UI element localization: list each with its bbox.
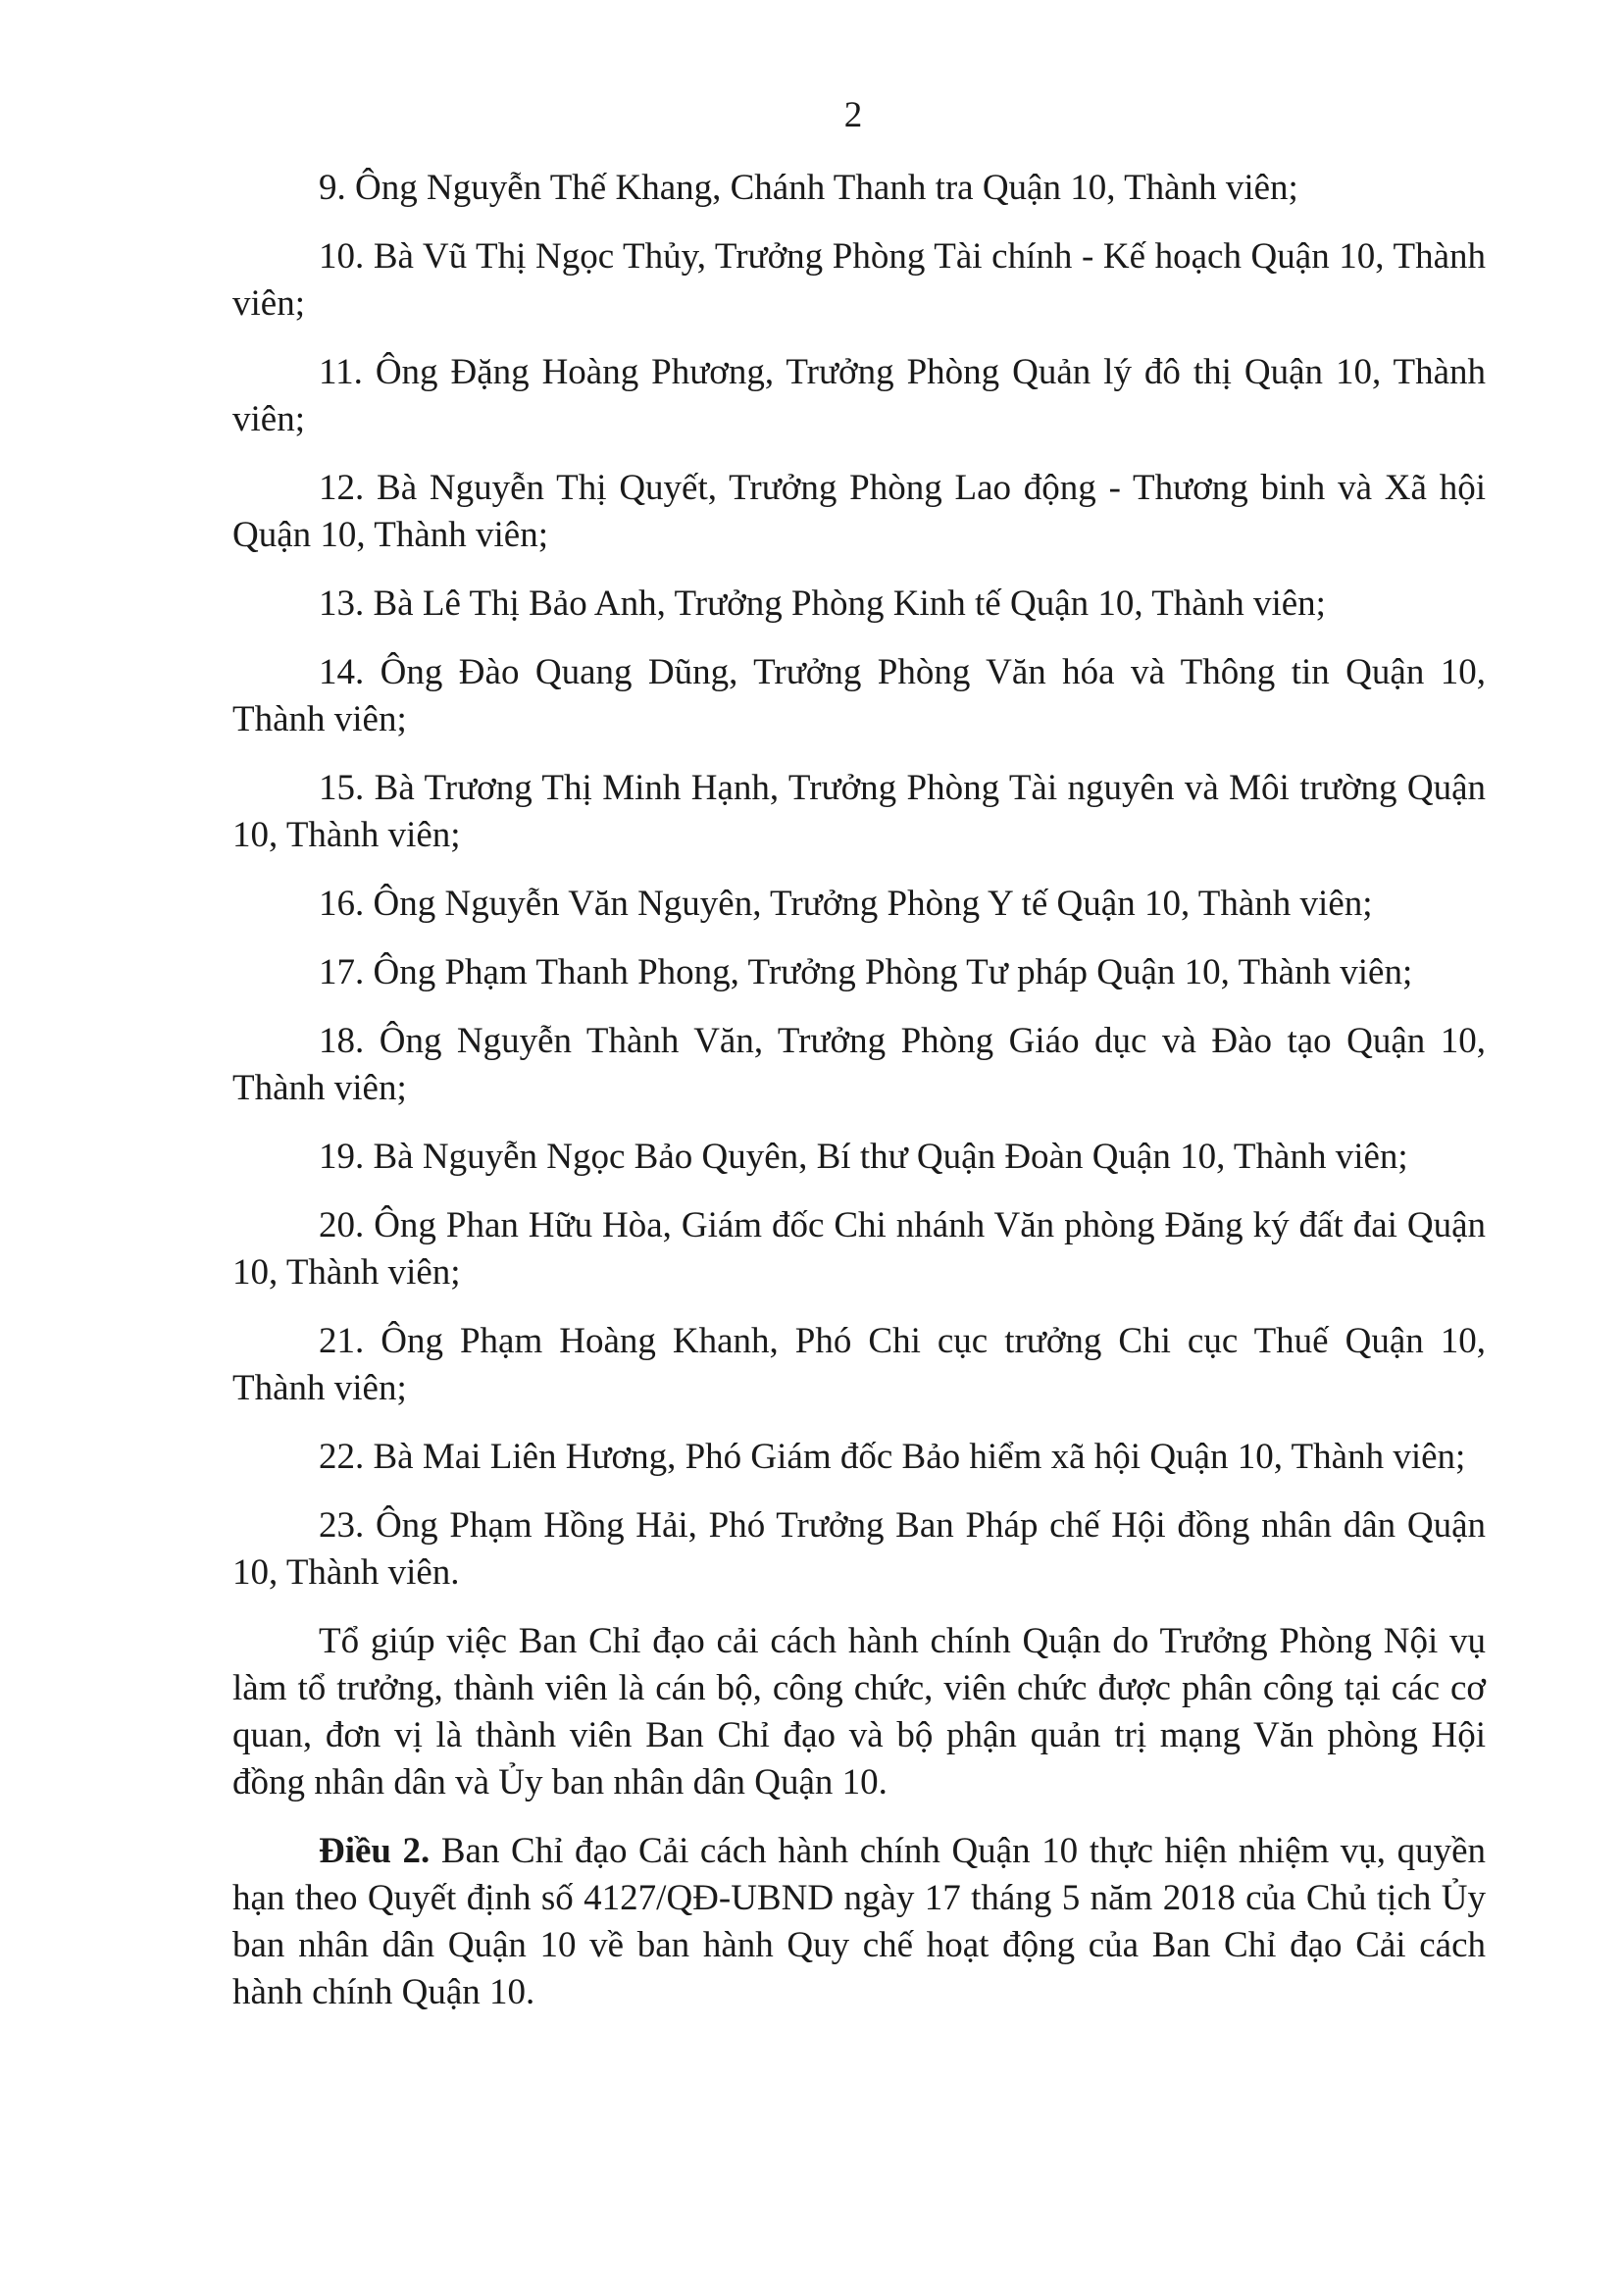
- support-team-paragraph: Tổ giúp việc Ban Chỉ đạo cải cách hành chính Quận do Trưởng Phòng Nội vụ làm tổ trưởng, thành viên là cán bộ, công chức, viên chức được phân công tại các cơ quan, đơn vị là thành viên Ban Chỉ đạo và bộ phận quản trị mạng Văn phòng Hội đồng nhân dân và Ủy ban nhân dân Quận 10.: [232, 1621, 1486, 1802]
- member-item-16: 16. Ông Nguyễn Văn Nguyên, Trưởng Phòng Y tế Quận 10, Thành viên;: [319, 884, 1373, 924]
- document-body: [232, 165, 1486, 2038]
- article-2-paragraph: [232, 1828, 1486, 2016]
- member-item-10: 10. Bà Vũ Thị Ngọc Thủy, Trưởng Phòng Tài chính - Kế hoạch Quận 10, Thành viên;: [232, 236, 1486, 324]
- member-item-12: 12. Bà Nguyễn Thị Quyết, Trưởng Phòng Lao động - Thương binh và Xã hội Quận 10, Thành viên;: [232, 468, 1486, 555]
- member-item-23: 23. Ông Phạm Hồng Hải, Phó Trưởng Ban Pháp chế Hội đồng nhân dân Quận 10, Thành viên.: [232, 1505, 1486, 1593]
- member-item-22: 22. Bà Mai Liên Hương, Phó Giám đốc Bảo hiểm xã hội Quận 10, Thành viên;: [319, 1437, 1466, 1477]
- member-item-20: 20. Ông Phan Hữu Hòa, Giám đốc Chi nhánh Văn phòng Đăng ký đất đai Quận 10, Thành viên;: [232, 1205, 1486, 1293]
- article-2-text: Ban Chỉ đạo Cải cách hành chính Quận 10 thực hiện nhiệm vụ, quyền hạn theo Quyết định số 4127/QĐ-UBND ngày 17 tháng 5 năm 2018 của Chủ tịch Ủy ban nhân dân Quận 10 về ban hành Quy chế hoạt động của Ban Chỉ đạo Cải cách hành chính Quận 10.: [232, 1831, 1487, 2012]
- member-item-14: 14. Ông Đào Quang Dũng, Trưởng Phòng Văn hóa và Thông tin Quận 10, Thành viên;: [232, 652, 1486, 739]
- member-item-9: 9. Ông Nguyễn Thế Khang, Chánh Thanh tra Quận 10, Thành viên;: [319, 168, 1298, 208]
- member-item-18: 18. Ông Nguyễn Thành Văn, Trưởng Phòng Giáo dục và Đào tạo Quận 10, Thành viên;: [232, 1021, 1486, 1108]
- page-number: 2: [843, 95, 863, 135]
- member-item-17: 17. Ông Phạm Thanh Phong, Trưởng Phòng Tư pháp Quận 10, Thành viên;: [319, 952, 1413, 992]
- article-2-heading: Điều 2.: [319, 1831, 431, 1871]
- member-item-13: 13. Bà Lê Thị Bảo Anh, Trưởng Phòng Kinh tế Quận 10, Thành viên;: [319, 584, 1326, 624]
- member-item-21: 21. Ông Phạm Hoàng Khanh, Phó Chi cục trưởng Chi cục Thuế Quận 10, Thành viên;: [232, 1321, 1486, 1408]
- member-item-15: 15. Bà Trương Thị Minh Hạnh, Trưởng Phòng Tài nguyên và Môi trường Quận 10, Thành viên;: [232, 768, 1486, 855]
- member-item-11: 11. Ông Đặng Hoàng Phương, Trưởng Phòng Quản lý đô thị Quận 10, Thành viên;: [232, 352, 1486, 439]
- member-item-19: 19. Bà Nguyễn Ngọc Bảo Quyên, Bí thư Quận Đoàn Quận 10, Thành viên;: [319, 1137, 1408, 1177]
